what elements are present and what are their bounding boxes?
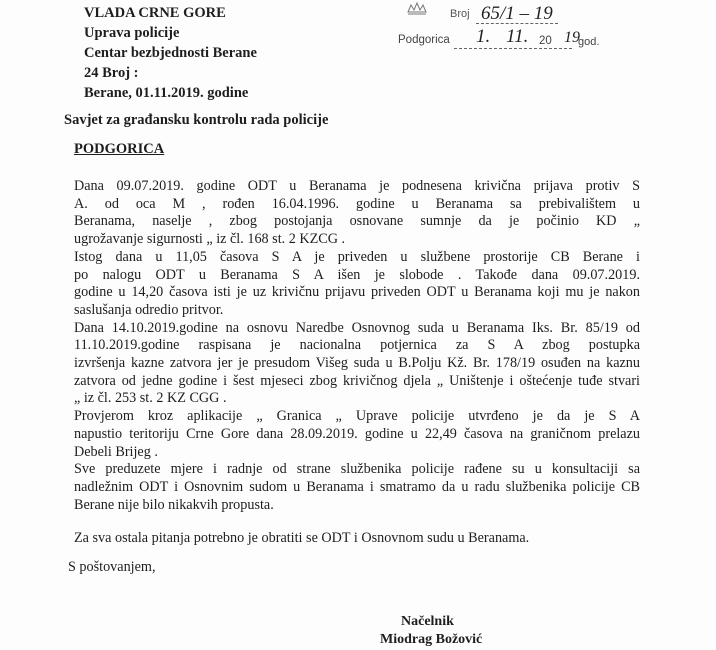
text-line: 11.10.2019.godine raspisana je nacionalna potjernica za S A zbog postupka: [74, 337, 640, 354]
signature-title: Načelnik: [401, 614, 454, 629]
letterhead-government: VLADA CRNE GORE: [84, 5, 226, 21]
text-line: Beranama, naselje , zbog postojanja osnovane sumnje da je počinio KD „: [74, 213, 640, 230]
paragraph-border-check: [74, 408, 640, 461]
paragraph-conclusion: [74, 461, 640, 514]
stamp-number-label: Broj: [450, 8, 470, 20]
stamp-year-prefix: 20: [539, 35, 552, 47]
regards: S poštovanjem,: [68, 559, 156, 575]
text-line: Provjerom kroz aplikacije „ Granica „ Uprave policije utvrđeno je da je S A: [74, 408, 640, 425]
text-line: Debeli Brijeg .: [74, 443, 158, 460]
text-line: Berane nije bilo nikakvih propusta.: [74, 496, 274, 513]
stamp-number-line: [476, 23, 558, 24]
text-line: ugrožavanje sigurnosti „ iz čl. 168 st. 2 KZCG .: [74, 231, 346, 248]
crest-icon: [406, 2, 428, 16]
text-line: napustio teritoriju Crne Gore dana 28.09.2019. godine u 22,49 časova na graničnom prelazu: [74, 425, 640, 442]
text-line: nadležnim ODT i Osnovnim sudom u Beranama i smatramo da u radu službenika policije CB: [74, 478, 640, 495]
text-line: zatvora od jedne godine i šest mjeseci zbog krivičnog djela „ Uništenje i oštećenje tuđe stvari: [74, 372, 640, 389]
paragraph-detention: [74, 249, 640, 320]
letterhead-administration: Uprava policije: [84, 25, 180, 41]
stamp-place-label: Podgorica: [398, 34, 450, 46]
text-line: saslušanja odredio pritvor.: [74, 301, 224, 318]
stamp-year-label: god.: [578, 36, 600, 48]
text-line: Sve preduzete mjere i radnje od strane službenika policije rađene su u konsultaciji sa: [74, 461, 640, 478]
text-line: godine u 14,20 časova isti je uz krivičnu prijavu priveden ODT u Beranama koji mu je nakon: [74, 284, 640, 301]
letterhead-center: Centar bezbjednosti Berane: [84, 45, 257, 61]
closing-note: Za sva ostala pitanja potrebno je obratiti se ODT i Osnovnom sudu u Beranama.: [74, 530, 530, 546]
text-line: Istog dana u 11,05 časova S A je priveden u službene prostorije CB Berane i: [74, 248, 640, 265]
text-line: izvršenja kazne zatvora jer je presudom Višeg suda u B.Polju Kž. Br. 178/19 osuđen na kaznu: [74, 355, 640, 372]
stamp-number-value: 65/1 – 19: [481, 3, 553, 24]
text-line: „ iz čl. 253 st. 2 KZ CGG .: [74, 390, 227, 407]
stamp-date-line: [454, 48, 572, 49]
letterhead-date: Berane, 01.11.2019. godine: [84, 85, 249, 101]
letterhead-number: 24 Broj :: [84, 65, 139, 81]
recipient-city: PODGORICA: [74, 141, 165, 157]
text-line: A. od oca M , rođen 16.04.1996. godine u Beranama sa prebivalištem u: [74, 195, 640, 212]
text-line: Dana 14.10.2019.godine na osnovu Naredbe Osnovnog suda u Beranama Iks. Br. 85/19 od: [74, 319, 640, 336]
text-line: Dana 09.07.2019. godine ODT u Beranama je podnesena krivična prijava protiv S: [74, 178, 640, 194]
receipt-stamp: [398, 2, 698, 62]
recipient: Savjet za građansku kontrolu rada policije: [64, 112, 329, 128]
letterhead: [84, 3, 257, 103]
letter-body: [74, 178, 640, 514]
paragraph-warrant: [74, 320, 640, 409]
text-line: po nalogu ODT u Beranama S A išen je slobode . Takođe dana 09.07.2019.: [74, 266, 640, 283]
stamp-day: 1.: [476, 26, 491, 47]
paragraph-complaint: [74, 178, 640, 249]
stamp-year-handwritten: 19: [564, 29, 580, 46]
signature-name: Miodrag Božović: [380, 632, 483, 647]
stamp-month: 11.: [506, 26, 529, 47]
